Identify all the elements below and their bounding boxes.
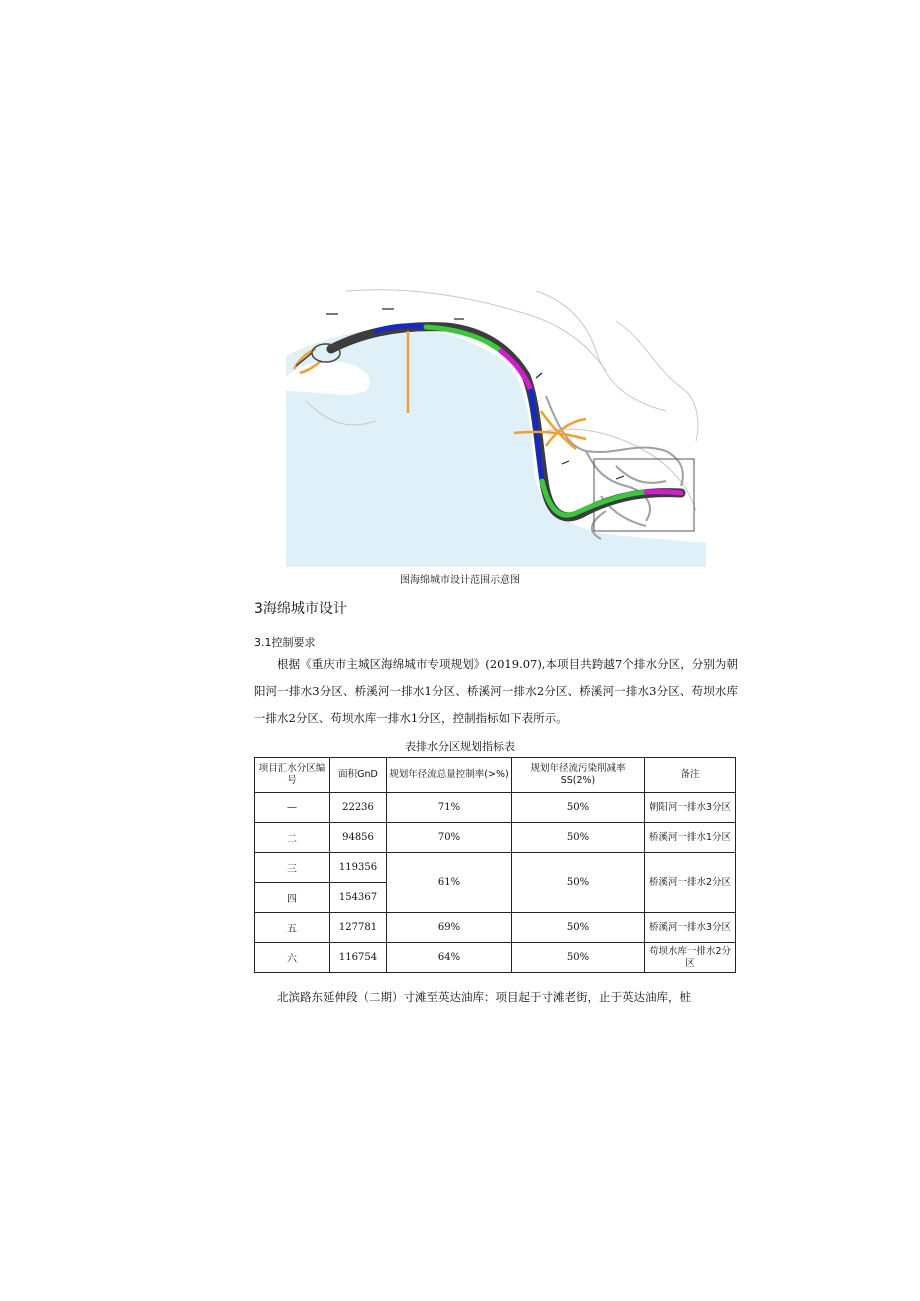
cell-note: 朝阳河一排水3分区 [645,793,736,823]
cell-note: 桥溪河一排水2分区 [645,853,736,913]
cell-zone-id: 五 [255,913,330,943]
cell-area: 127781 [330,913,387,943]
cell-zone-id: 六 [255,943,330,973]
map-drawing [286,281,706,567]
cell-runoff-control: 71% [387,793,512,823]
table-caption: 表排水分区规划指标表 [405,740,515,753]
header-area: 面积GnD [330,758,387,793]
cell-area: 94856 [330,823,387,853]
header-note: 备注 [645,758,736,793]
cell-runoff-control: 64% [387,943,512,973]
subsection-heading: 3.1控制要求 [254,636,316,649]
cell-runoff-control: 70% [387,823,512,853]
cell-runoff-control: 69% [387,913,512,943]
header-pollution-reduction: 规划年径流污染削减率SS(2%) [512,758,645,793]
cell-note: 桥溪河一排水1分区 [645,823,736,853]
figure-caption: 图海绵城市设计范围示意图 [400,575,520,586]
drainage-index-table [254,757,736,973]
cell-area: 154367 [330,883,387,913]
table-header-row [255,758,736,793]
cell-pollution-reduction: 50% [512,853,645,913]
route-paragraph: 北滨路东延伸段（二期）寸滩至英达油库：项目起于寸滩老街，止于英达油库，桩 [277,990,691,1004]
cell-area: 119356 [330,853,387,883]
cell-pollution-reduction: 50% [512,793,645,823]
cell-area: 22236 [330,793,387,823]
cell-zone-id: 二 [255,823,330,853]
header-runoff-control: 规划年径流总量控制率(>%) [387,758,512,793]
cell-note: 桥溪河一排水3分区 [645,913,736,943]
cell-zone-id: 三 [255,853,330,883]
header-zone-id: 项目汇水分区编号 [255,758,330,793]
table-row [255,943,736,973]
table-row [255,853,736,883]
table-row [255,823,736,853]
cell-runoff-control: 61% [387,853,512,913]
table-row [255,793,736,823]
intro-paragraph: 根据《重庆市主城区海绵城市专项规划》(2019.07),本项目共跨越7个排水分区，分别为朝阳河一排水3分区、桥溪河一排水1分区、桥溪河一排水2分区、桥溪河一排水3分区、苟坝水库一排水2分区、苟坝水库一排水1分区，控制指标如下表所示。 [254,657,738,725]
cell-pollution-reduction: 50% [512,943,645,973]
cell-pollution-reduction: 50% [512,823,645,853]
cell-area: 116754 [330,943,387,973]
design-scope-map [286,281,706,567]
cell-zone-id: — [255,793,330,823]
cell-note: 苟坝水库一排水2分区 [645,943,736,973]
cell-pollution-reduction: 50% [512,913,645,943]
cell-zone-id: 四 [255,883,330,913]
section-heading: 3海绵城市设计 [254,601,347,617]
table-row [255,913,736,943]
